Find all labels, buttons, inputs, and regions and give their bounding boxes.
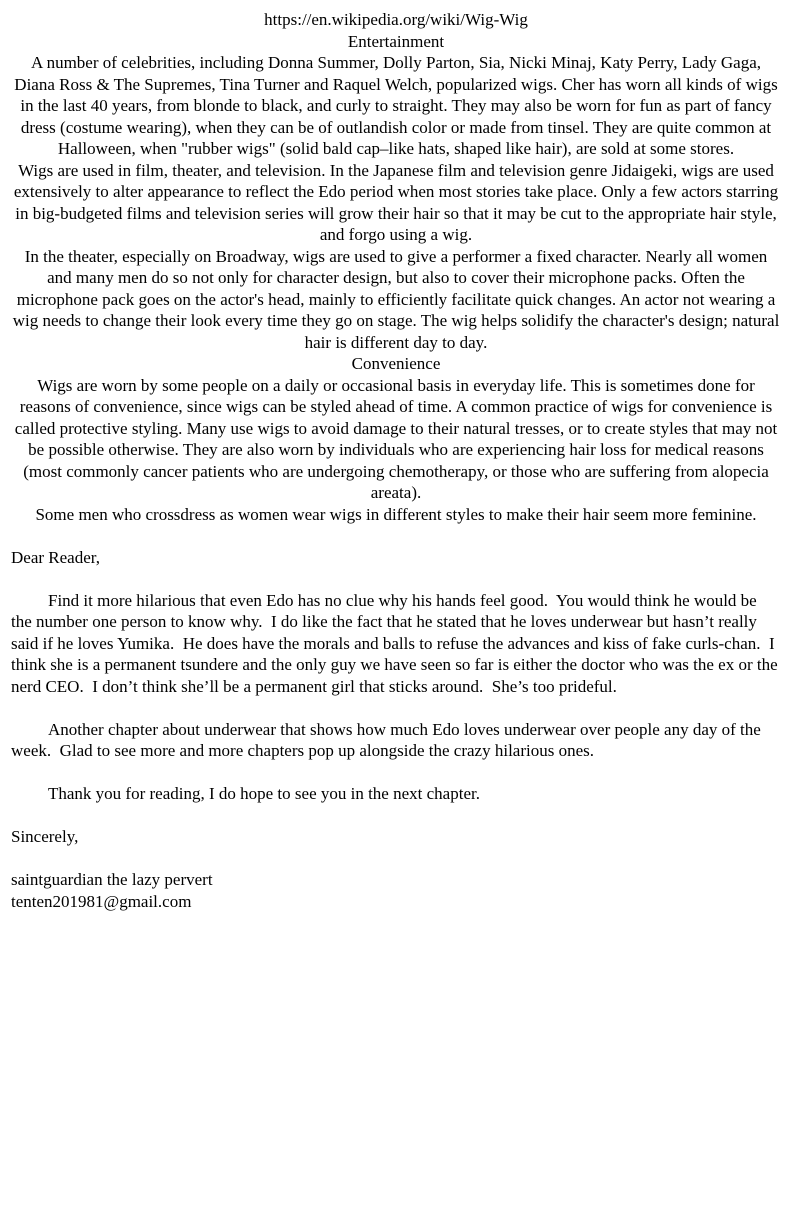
source-url: https://en.wikipedia.org/wiki/Wig-Wig: [264, 10, 528, 29]
letter-paragraph-commentary: Find it more hilarious that even Edo has no clue why his hands feel good. You would think he would be the number one person to know why. I do like the fact that he stated that he loves underwear but hasn’t really said if he loves Yumika. He does have the morals and balls to refuse the advances and kiss of fake curls-chan. I think she is a permanent tsundere and the only guy we have seen so far is either the doctor who was the ex or the nerd CEO. I don’t think she’ll be a permanent girl that sticks around. She’s too prideful.: [11, 590, 782, 696]
letter-section: [11, 547, 781, 913]
letter-salutation: Dear Reader,: [11, 547, 100, 567]
article-paragraph-crossdress: Some men who crossdress as women wear wigs in different styles to make their hair seem more feminine.: [35, 504, 757, 524]
section-heading-convenience: Convenience: [351, 354, 441, 373]
letter-closing: Sincerely,: [11, 827, 79, 846]
section-heading-entertainment: Entertainment: [347, 31, 445, 51]
article-section: [11, 9, 781, 525]
letter-paragraph-chapter-note: Another chapter about underwear that shows how much Edo loves underwear over people any day of the week. Glad to see more and more chapters pop up alongside the crazy hilarious ones.: [11, 719, 766, 760]
article-paragraph-film-tv: Wigs are used in film, theater, and television. In the Japanese film and television genre Jidaigeki, wigs are used extensively to alter appearance to reflect the Edo period when most stories take place. Only a few actors starring in big-budgeted films and television series will grow their hair so that it may be cut to the appropriate hair style, and forgo using a wig.: [13, 160, 779, 244]
article-paragraph-theater: In the theater, especially on Broadway, wigs are used to give a performer a fixed character. Nearly all women and many men do so not only for character design, but also to cover their microphone packs. Often the microphone pack goes on the actor's head, mainly to efficiently facilitate quick changes. An actor not wearing a wig needs to change their look every time they go on stage. The wig helps solidify the character's design; natural hair is different day to day.: [12, 246, 780, 352]
signature-name: saintguardian the lazy pervert: [11, 870, 213, 889]
letter-paragraph-thanks: Thank you for reading, I do hope to see you in the next chapter.: [48, 784, 480, 803]
article-paragraph-celebrities: A number of celebrities, including Donna Summer, Dolly Parton, Sia, Nicki Minaj, Katy Perry, Lady Gaga, Diana Ross & The Supremes, Tina Turner and Raquel Welch, popularized wigs. Cher has worn all kinds of wigs in the last 40 years, from blonde to black, and curly to straight. They may also be worn for fun as part of fancy dress (costume wearing), when they can be of outlandish color or made from tinsel. They are quite common at Halloween, when "rubber wigs" (solid bald cap–like hats, shaped like hair), are sold at some stores.: [14, 53, 778, 158]
article-paragraph-everyday-wear: Wigs are worn by some people on a daily or occasional basis in everyday life. This is sometimes done for reasons of convenience, since wigs can be styled ahead of time. A common practice of wigs for convenience is called protective styling. Many use wigs to avoid damage to their natural tresses, or to create styles that may not be possible otherwise. They are also worn by individuals who are experiencing hair loss for medical reasons (most commonly cancer patients who are undergoing chemotherapy, or those who are suffering from alopecia areata).: [14, 375, 778, 502]
signature-email: tenten201981@gmail.com: [11, 891, 192, 911]
